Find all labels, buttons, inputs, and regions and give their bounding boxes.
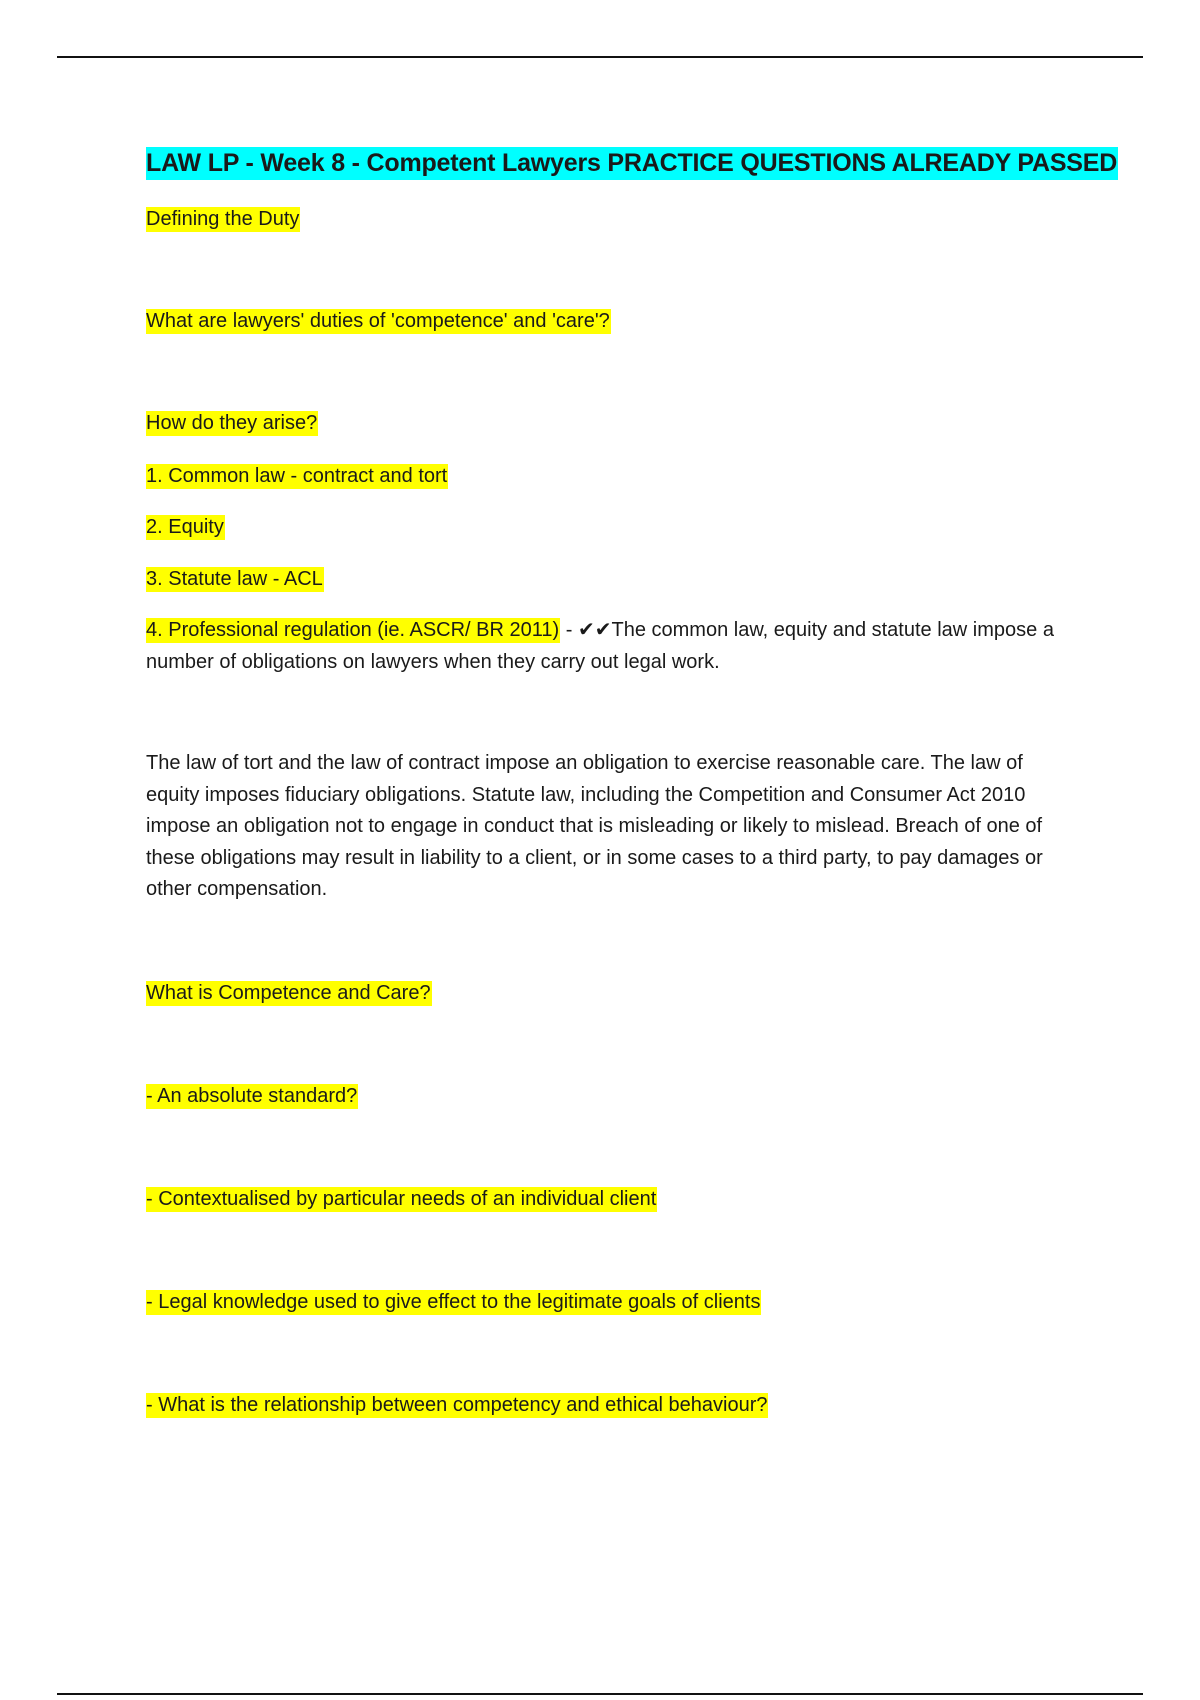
answer-intro: The common law, equity and statute law impose a number of obligations on lawyers when they carry out legal work. <box>146 619 1054 673</box>
bullet-item: - Contextualised by particular needs of an individual client <box>146 1188 657 1210</box>
footer-rule <box>57 1693 1143 1695</box>
section-heading: Defining the Duty <box>146 208 300 230</box>
bullet-item: - Legal knowledge used to give effect to the legitimate goals of clients <box>146 1291 761 1313</box>
question-competence-care: What is Competence and Care? <box>146 982 431 1004</box>
list-item: 1. Common law - contract and tort <box>146 465 448 487</box>
bullet-item: - What is the relationship between competency and ethical behaviour? <box>146 1394 768 1416</box>
question-arise: How do they arise? <box>146 412 318 434</box>
bullet-item: - An absolute standard? <box>146 1085 358 1107</box>
answer-checkmarks: - ✔✔ <box>560 619 612 641</box>
list-item: 3. Statute law - ACL <box>146 568 323 590</box>
list-item: 2. Equity <box>146 516 224 538</box>
answer-paragraph: The law of tort and the law of contract impose an obligation to exercise reasonable care. The law of equity imposes fiduciary obligations. Statute law, including the Competition and Consumer Act 2010 impose an obligation not to engage in conduct that is misleading or likely to mislead. Breach of one of these obligations may result in liability to a client, or in some cases to a third party, to pay damages or other compensation. <box>146 752 1043 900</box>
document-title: LAW LP - Week 8 - Competent Lawyers PRACTICE QUESTIONS ALREADY PASSED <box>146 147 1118 179</box>
question-duties: What are lawyers' duties of 'competence' and 'care'? <box>146 310 610 332</box>
list-item: 4. Professional regulation (ie. ASCR/ BR 2011) <box>146 619 560 641</box>
header-rule <box>57 56 1143 58</box>
answer-block <box>146 615 1076 678</box>
